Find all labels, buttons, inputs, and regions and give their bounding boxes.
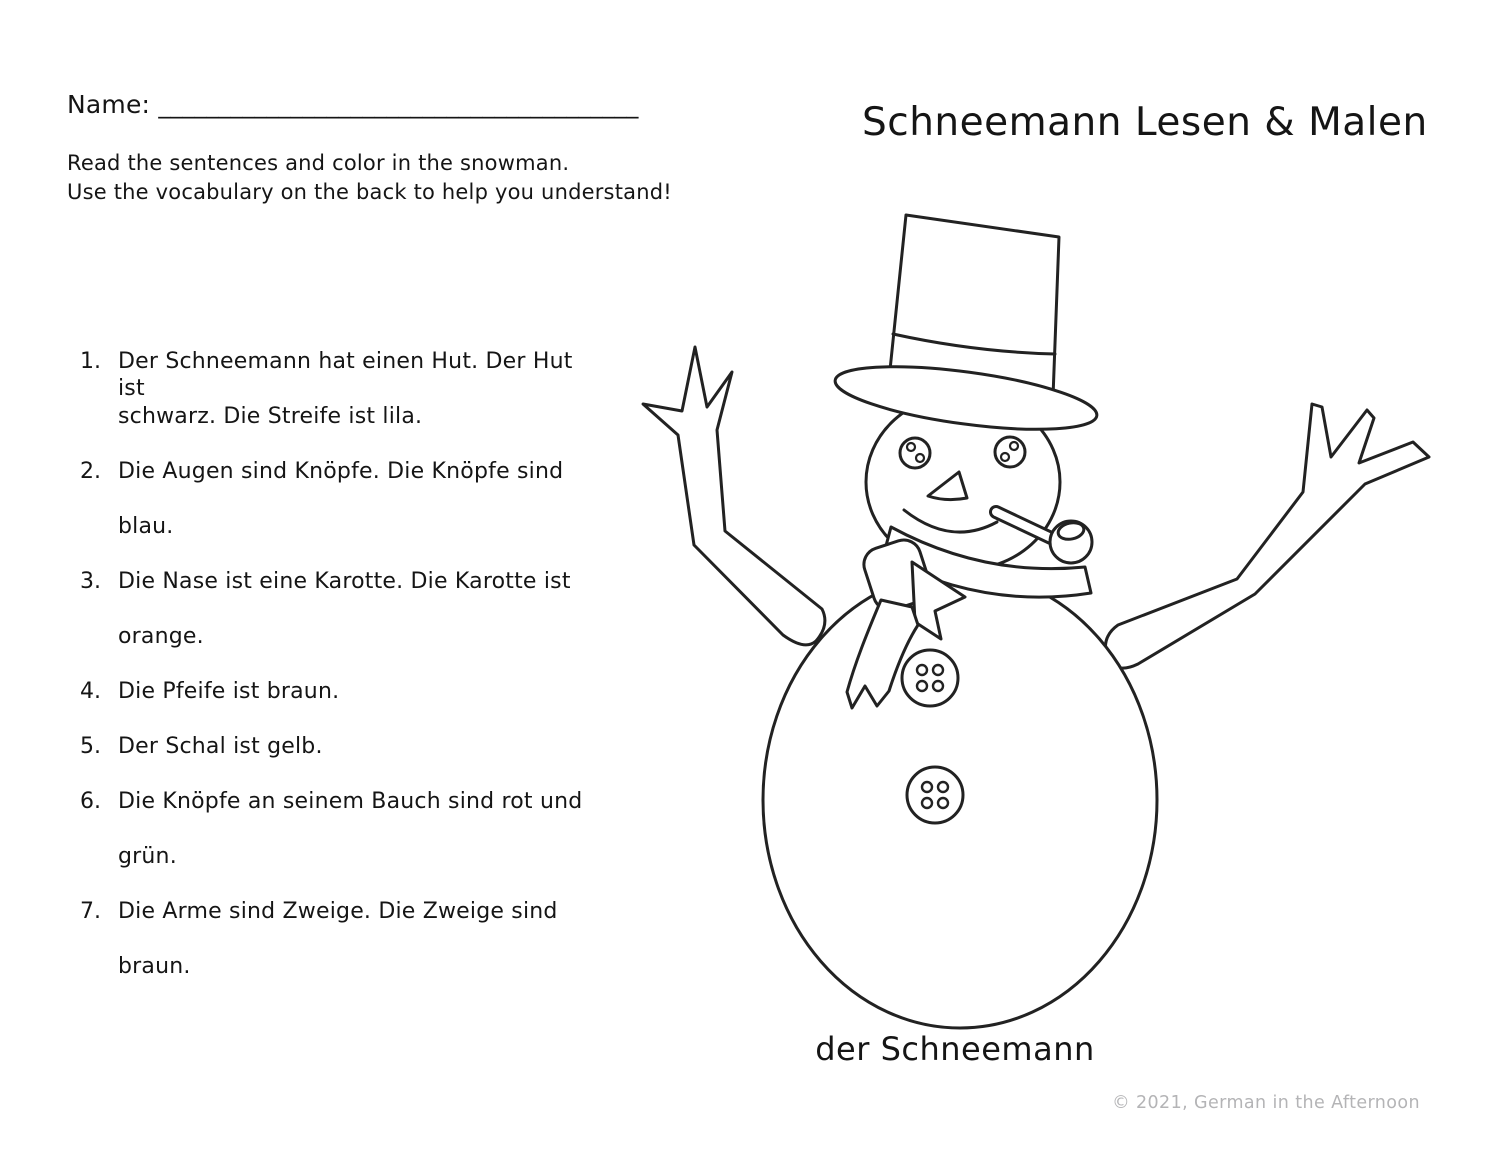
sentence-line: braun. [118,954,191,979]
sentence-number: 1. [80,349,101,374]
copyright-footer: © 2021, German in the Afternoon [1112,1093,1420,1113]
page-title: Schneemann Lesen & Malen [862,100,1428,145]
sentence-line: orange. [118,624,204,649]
sentence-line: Die Knöpfe an seinem Bauch sind rot und [118,789,583,814]
sentence-number: 4. [80,679,101,704]
sentence-item [80,788,600,898]
instruction-line-2: Use the vocabulary on the back to help you understand! [67,180,672,204]
sentence-number: 7. [80,899,101,924]
snowman-right-arm [1105,404,1429,668]
name-label: Name: [67,90,151,119]
sentence-line: grün. [118,844,177,869]
sentence-item [80,568,600,678]
sentence-item [80,458,600,568]
sentence-number: 6. [80,789,101,814]
sentence-item [80,678,600,733]
sentence-number: 3. [80,569,101,594]
name-blank-line: ________________________________________ [158,91,639,119]
sentence-item [80,898,600,1008]
name-field-row [67,90,638,119]
sentence-line: Die Arme sind Zweige. Die Zweige sind [118,899,558,924]
sentence-line: Die Nase ist eine Karotte. Die Karotte ist [118,569,571,594]
sentence-item [80,733,600,788]
instruction-line-1: Read the sentences and color in the snowman. [67,151,570,175]
sentence-list [80,348,600,1008]
sentence-line: Die Pfeife ist braun. [118,679,340,704]
sentence-line: Die Augen sind Knöpfe. Die Knöpfe sind [118,459,564,484]
sentence-item [80,348,600,458]
sentence-line: schwarz. Die Streife ist lila. [118,404,423,429]
sentence-line: blau. [118,514,174,539]
sentence-number: 5. [80,734,101,759]
sentence-line: Der Schneemann hat einen Hut. Der Hut ist [118,349,573,401]
sentence-line: Der Schal ist gelb. [118,734,323,759]
snowman-left-eye [900,438,930,468]
snowman-left-arm [643,347,825,645]
sentence-number: 2. [80,459,101,484]
instructions [67,149,672,207]
snowman-drawing [615,195,1445,1045]
snowman-button-1 [902,650,958,706]
snowman-right-eye [995,437,1025,467]
snowman-button-2 [907,767,963,823]
drawing-caption: der Schneemann [815,1030,1095,1068]
